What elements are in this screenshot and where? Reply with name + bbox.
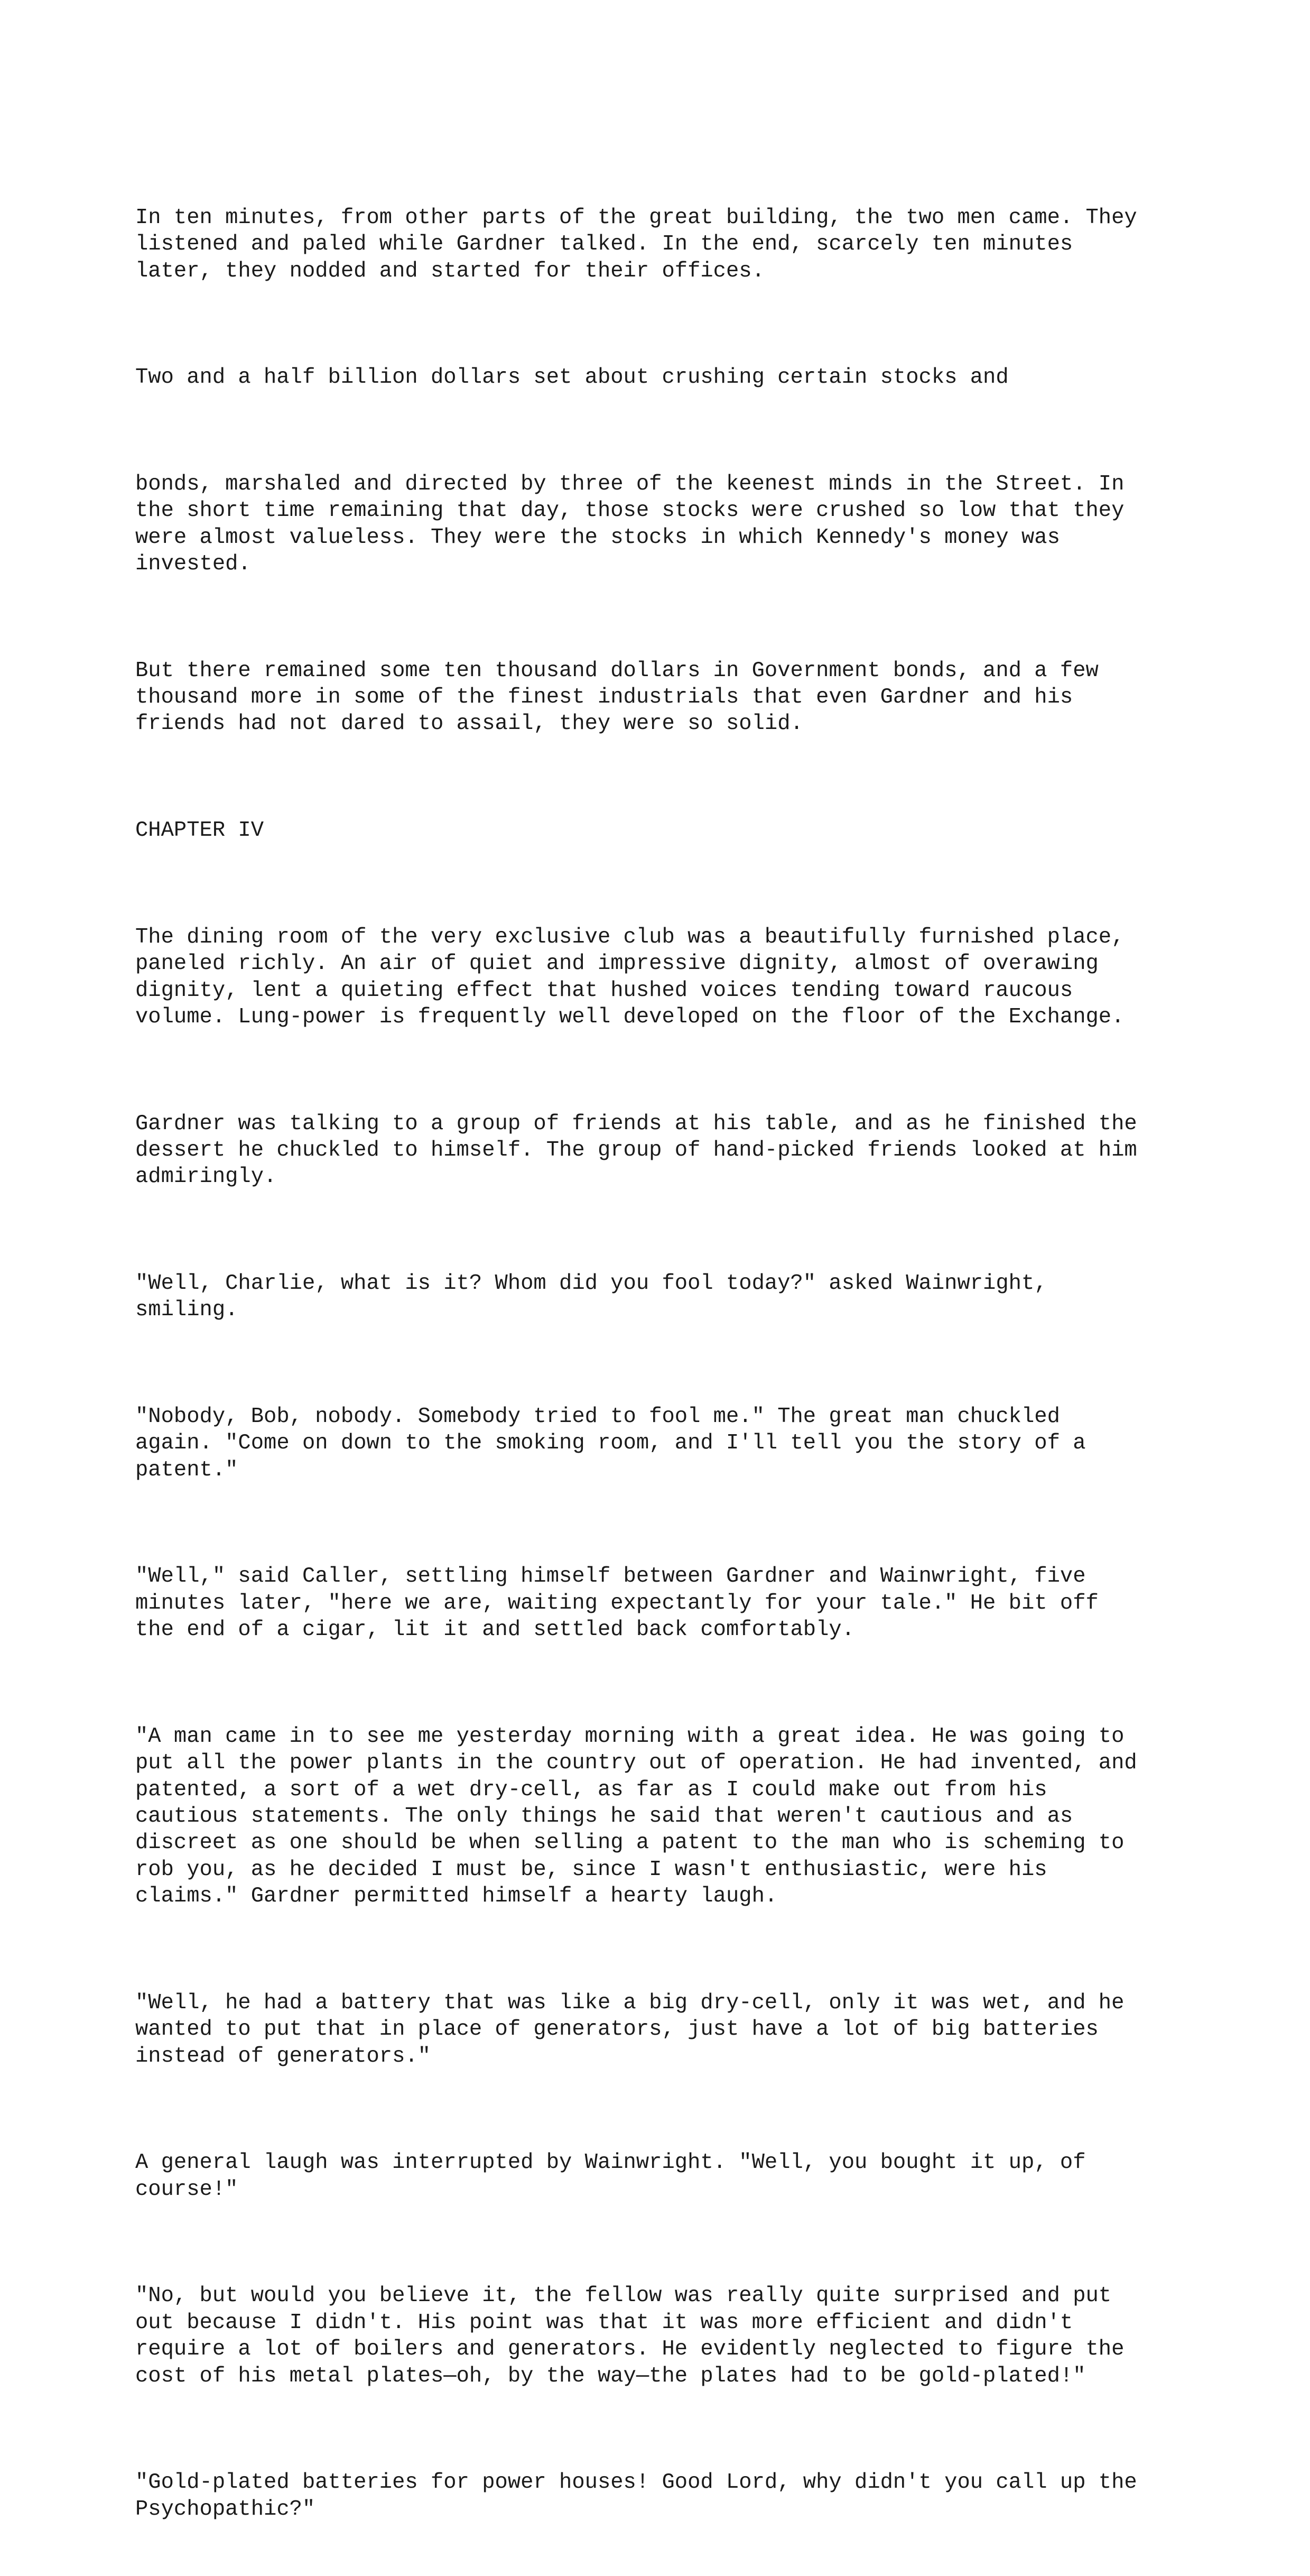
paragraph-13: A general laugh was interrupted by Wainwright. "Well, you bought it up, of course!" (135, 2150, 1086, 2202)
paragraph-10: "Well," said Caller, settling himself between Gardner and Wainwright, five minutes later, "here we are, waiting expectantly for your tale." He bit off the end of a cigar, lit it and settled back comfortably. (135, 1564, 1099, 1642)
paragraph-7: Gardner was talking to a group of friends at his table, and as he finished the dessert he chuckled to himself. The group of hand-picked friends looked at him admiringly. (135, 1111, 1137, 1189)
paragraph-2: Two and a half billion dollars set about crushing certain stocks and (135, 365, 1009, 390)
paragraph-8: "Well, Charlie, what is it? Whom did you fool today?" asked Wainwright, smiling. (135, 1271, 1047, 1323)
paragraph-9: "Nobody, Bob, nobody. Somebody tried to fool me." The great man chuckled again. "Come on down to the smoking room, and I'll tell you the story of a patent." (135, 1404, 1086, 1482)
paragraph-14: "No, but would you believe it, the fellow was really quite surprised and put out because I didn't. His point was that it was more efficient and didn't require a lot of boilers and generators. He evidently neglected to figure the cost of his metal plates—oh, by the way—the plates had to be gold-plated!" (135, 2284, 1125, 2388)
chapter-heading: CHAPTER IV (135, 818, 264, 843)
document-body (135, 151, 1192, 2576)
paragraph-12: "Well, he had a battery that was like a big dry-cell, only it was wet, and he wanted to put that in place of generators, just have a lot of big batteries instead of generators." (135, 1990, 1125, 2069)
paragraph-4: But there remained some ten thousand dollars in Government bonds, and a few thousand more in some of the finest industrials that even Gardner and his friends had not dared to assail, they were so solid. (135, 658, 1099, 736)
paragraph-11: "A man came in to see me yesterday morning with a great idea. He was going to put all the power plants in the country out of operation. He had invented, and patented, a sort of a wet dry-cell, as far as I could make out from his cautious statements. The only things he said that weren't cautious and as discreet as one should be when selling a patent to the man who is scheming to rob you, as he decided I must be, since I wasn't enthusiastic, were his claims." Gardner permitted himself a hearty laugh. (135, 1724, 1137, 1909)
paragraph-3: bonds, marshaled and directed by three of the keenest minds in the Street. In the short time remaining that day, those stocks were crushed so low that they were almost valueless. They were the stocks in which Kennedy's money was invested. (135, 472, 1125, 577)
paragraph-1: In ten minutes, from other parts of the great building, the two men came. They listened and paled while Gardner talked. In the end, scarcely ten minutes later, they nodded and started for their offices. (135, 205, 1137, 283)
paragraph-15: "Gold-plated batteries for power houses! Good Lord, why didn't you call up the Psychopathic?" (135, 2470, 1137, 2522)
paragraph-6: The dining room of the very exclusive club was a beautifully furnished place, paneled richly. An air of quiet and impressive dignity, almost of overawing dignity, lent a quieting effect that hushed voices tending toward raucous volume. Lung-power is frequently well developed on the floor of the Exchange. (135, 925, 1125, 1029)
